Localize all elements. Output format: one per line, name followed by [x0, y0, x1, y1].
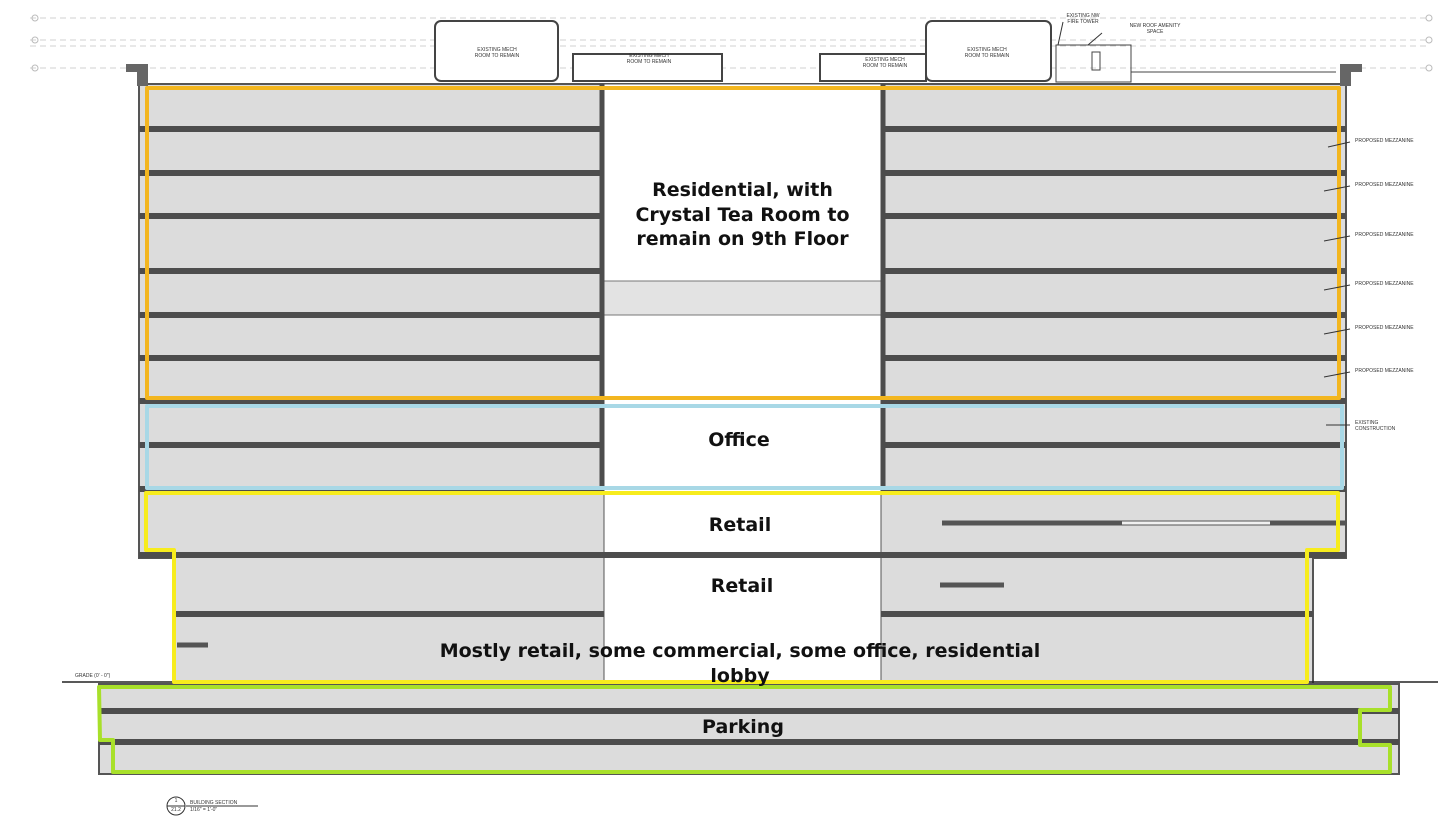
- annotation-mezzanine: PROPOSED MEZZANINE: [1355, 232, 1414, 238]
- annotation-mezzanine: PROPOSED MEZZANINE: [1355, 281, 1414, 287]
- annotation-mech-room: EXISTING MECH ROOM TO REMAIN: [862, 57, 908, 69]
- annotation-roof-amenity: NEW ROOF AMENITY SPACE: [1129, 23, 1181, 35]
- section-sheet: 21.2: [171, 807, 181, 813]
- annotation-mezzanine: PROPOSED MEZZANINE: [1355, 138, 1414, 144]
- zone-label-retail-upper: Retail: [708, 514, 772, 536]
- annotation-mech-room: EXISTING MECH ROOM TO REMAIN: [474, 47, 520, 59]
- annotation-existing-construction: EXISTING CONSTRUCTION: [1355, 420, 1396, 432]
- annotation-mezzanine: PROPOSED MEZZANINE: [1355, 182, 1414, 188]
- section-title: BUILDING SECTION: [190, 800, 238, 806]
- zone-label-residential: Residential, with Crystal Tea Room to remain on 9th Floor: [635, 179, 850, 251]
- zone-label-mixed: Mostly retail, some commercial, some office, residential lobby: [439, 640, 1041, 687]
- annotation-grade: GRADE (0' - 0"): [75, 673, 111, 679]
- annotation-mech-room: EXISTING MECH ROOM TO REMAIN: [964, 47, 1010, 59]
- annotation-mech-room: EXISTING MECH ROOM TO REMAIN: [626, 53, 672, 65]
- datum-lines: [30, 18, 1430, 68]
- parapets: [126, 64, 1362, 86]
- section-number: 1: [174, 798, 178, 804]
- annotation-fire-tower: EXISTING NW FIRE TOWER: [1066, 13, 1100, 25]
- annotation-mezzanine: PROPOSED MEZZANINE: [1355, 368, 1414, 374]
- zone-label-retail-lower: Retail: [710, 575, 774, 597]
- zone-label-parking: Parking: [702, 716, 784, 738]
- datum-markers: [32, 15, 1432, 71]
- annotation-mezzanine: PROPOSED MEZZANINE: [1355, 325, 1414, 331]
- zone-label-office: Office: [708, 429, 770, 451]
- roof-amenity: [1056, 45, 1336, 82]
- atrium-skylight: [604, 281, 881, 315]
- section-scale: 1/16" = 1'-0": [190, 807, 218, 813]
